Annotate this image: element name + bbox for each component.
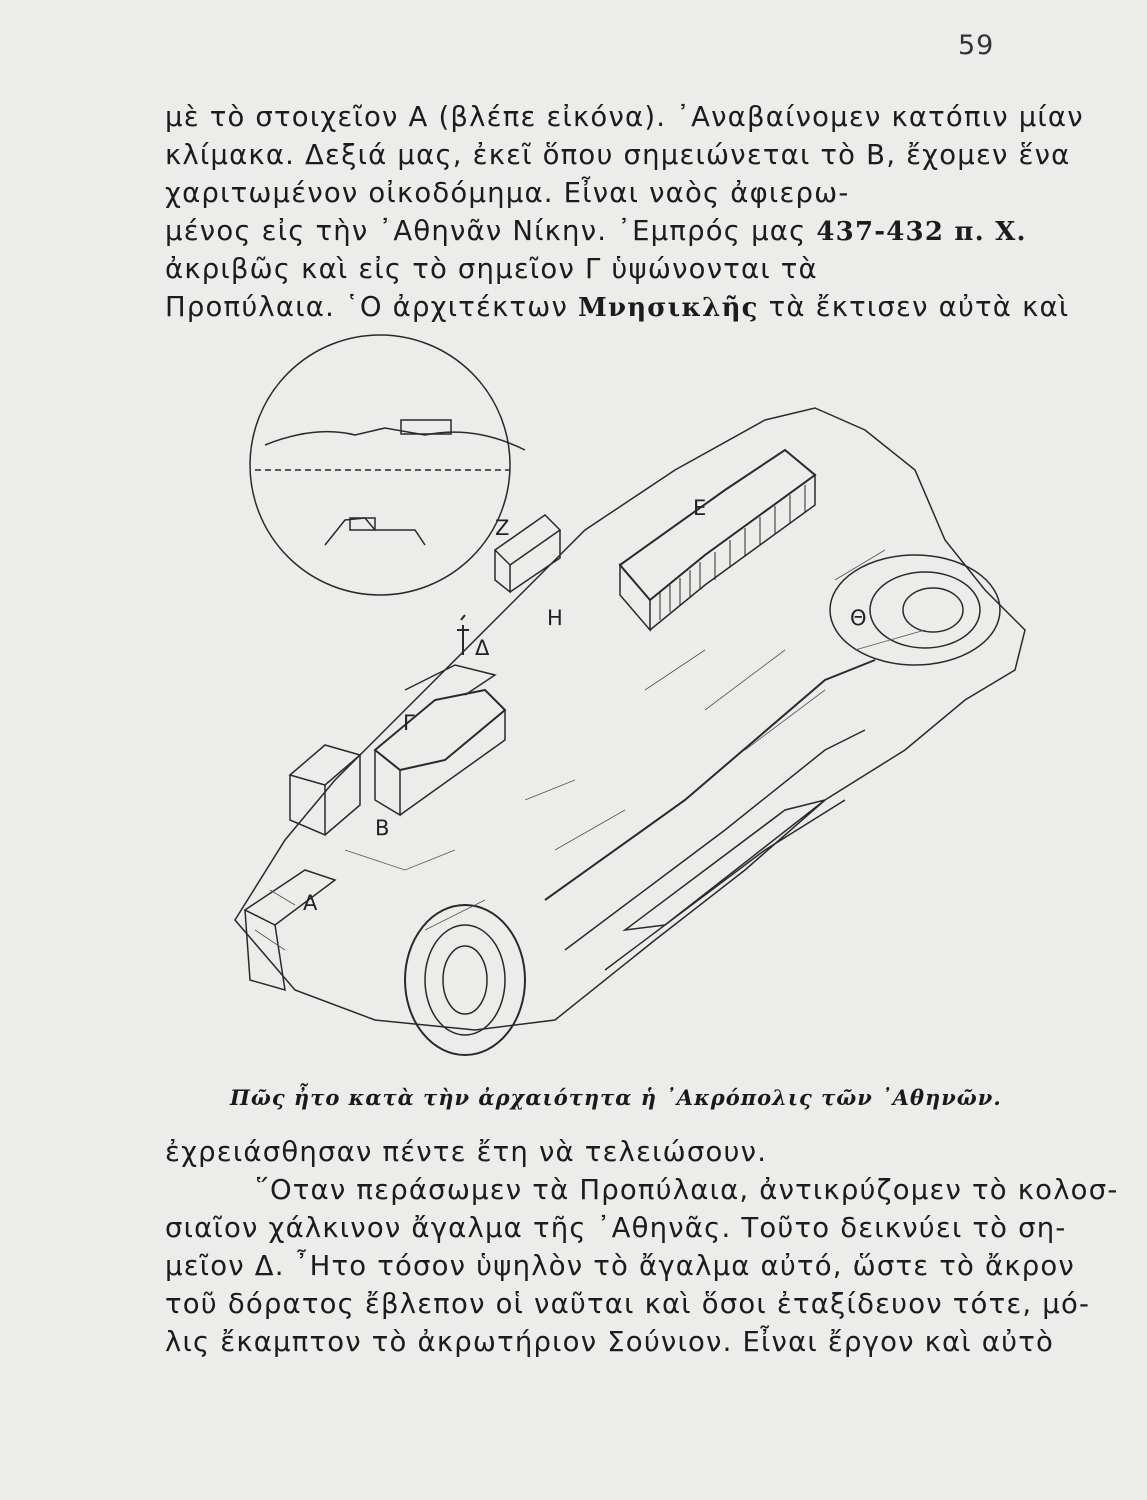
text-line: σιαῖον χάλκινον ἄγαλμα τῆς ᾿Αθηνᾶς. Τοῦτο δεικνύει τὸ ση- xyxy=(165,1212,1067,1244)
paragraph-bottom xyxy=(165,1133,1119,1361)
text-line: κλίμακα. Δεξιά μας, ἐκεῖ ὅπου σημειώνεται τὸ Β, ἔχομεν ἕνα xyxy=(165,139,1071,171)
text-line: λις ἔκαμπτον τὸ ἀκρωτήριον Σούνιον. Εἶναι ἔργον καὶ αὐτὸ xyxy=(165,1326,1055,1358)
label-B: Β xyxy=(375,816,390,840)
acropolis-rock xyxy=(235,408,1025,1030)
text-line: ἐχρειάσθησαν πέντε ἔτη νὰ τελειώσουν. xyxy=(165,1136,768,1168)
text-line: χαριτωμένον οἰκοδόμημα. Εἶναι ναὸς ἀφιερω- xyxy=(165,177,850,209)
architect-name: Μνησικλῆς xyxy=(577,293,759,323)
acropolis-illustration xyxy=(225,330,1045,1070)
label-TH: Θ xyxy=(850,606,867,630)
label-G: Γ xyxy=(403,711,415,735)
page-number: 59 xyxy=(958,30,995,61)
text-line: ἀκριβῶς καὶ εἰς τὸ σημεῖον Γ ὑψώνονται τὰ xyxy=(165,253,818,285)
text-line: Προπύλαια. ῾Ο ἀρχιτέκτων Μνησικλῆς τὰ ἔκτισεν αὐτὰ καὶ xyxy=(165,291,1070,323)
text-line: μὲ τὸ στοιχεῖον Α (βλέπε εἰκόνα). ᾿Αναβαίνομεν κατόπιν μίαν xyxy=(165,101,1084,133)
odeion xyxy=(405,905,525,1055)
stoa xyxy=(625,800,825,930)
paragraph-top xyxy=(165,98,1084,326)
text-line: μένος εἰς τὴν ᾿Αθηνᾶν Νίκην. ᾿Εμπρός μας 437-432 π. Χ. xyxy=(165,215,1027,247)
inset-circle xyxy=(250,335,510,595)
propylaia xyxy=(375,690,505,770)
text-line: μεῖον Δ. ῏Ητο τόσον ὑψηλὸν τὸ ἄγαλμα αὐτό, ὥστε τὸ ἄκρον xyxy=(165,1250,1075,1282)
label-Z: Ζ xyxy=(495,516,510,540)
label-H: Η xyxy=(547,606,563,630)
athena-statue xyxy=(457,615,469,655)
label-E: Ε xyxy=(693,496,707,520)
label-A: Α xyxy=(303,891,318,915)
label-D: Δ xyxy=(475,636,490,660)
parthenon xyxy=(620,450,815,600)
inset-hill xyxy=(265,428,525,450)
text-line: ῞Οταν περάσωμεν τὰ Προπύλαια, ἀντικρύζομεν τὸ κολοσ- xyxy=(255,1174,1119,1206)
entrance xyxy=(245,870,335,925)
text-line: τοῦ δόρατος ἔβλεπον οἱ ναῦται καὶ ὅσοι ἐταξίδευον τότε, μό- xyxy=(165,1288,1091,1320)
figure-caption: Πῶς ἦτο κατὰ τὴν ἀρχαιότητα ἡ ᾿Ακρόπολις τῶν ᾿Αθηνῶν. xyxy=(230,1085,1002,1110)
date-range: 437-432 π. Χ. xyxy=(816,217,1027,247)
